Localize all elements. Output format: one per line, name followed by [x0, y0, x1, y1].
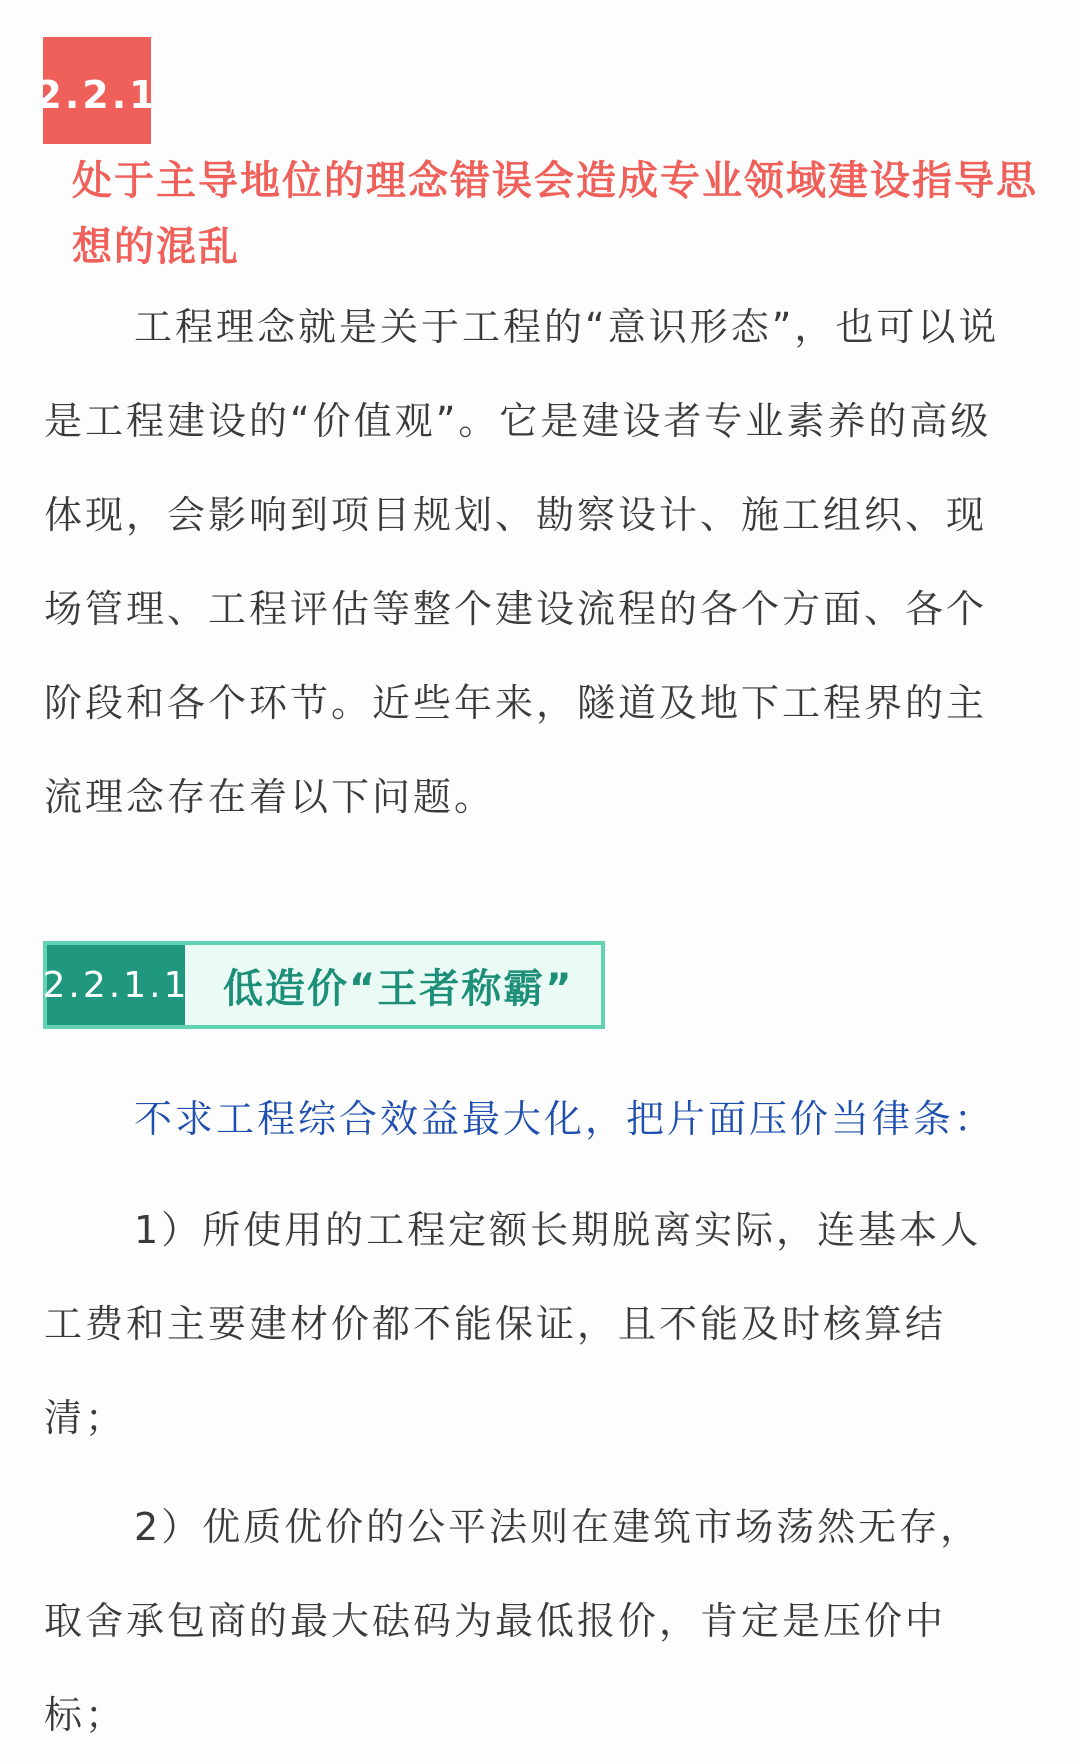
paragraph-line: 场管理、工程评估等整个建设流程的各个方面、各个 [44, 587, 988, 631]
list-item-line: 取舍承包商的最大砝码为最低报价，肯定是压价中 [44, 1599, 947, 1643]
paragraph-line: 体现，会影响到项目规划、勘察设计、施工组织、现 [44, 493, 988, 537]
section-title [72, 148, 1072, 280]
section-number-badge: 2.2.1 [43, 37, 151, 144]
section-title-line-2: 想的混乱 [72, 224, 240, 270]
highlight-sentence: 不求工程综合效益最大化，把片面压价当律条： [134, 1097, 996, 1141]
subsection-number-badge: 2.2.1.1 [47, 945, 185, 1025]
paragraph-line: 是工程建设的“价值观”。它是建设者专业素养的高级 [44, 399, 992, 443]
list-item-line: 2）优质优价的公平法则在建筑市场荡然无存， [134, 1505, 982, 1549]
paragraph-line: 工程理念就是关于工程的“意识形态”，也可以说 [134, 305, 1000, 349]
list-item-line: 清； [44, 1396, 127, 1440]
paragraph-line: 流理念存在着以下问题。 [44, 775, 496, 819]
intro-paragraph [44, 280, 1044, 844]
list-item-line: 标； [44, 1693, 127, 1737]
section-title-line-1: 处于主导地位的理念错误会造成专业领域建设指导思 [72, 158, 1038, 204]
paragraph-line: 阶段和各个环节。近些年来，隧道及地下工程界的主 [44, 681, 988, 725]
list-item-1 [44, 1183, 1044, 1465]
list-item-line: 1）所使用的工程定额长期脱离实际，连基本人 [134, 1208, 982, 1252]
subsection-heading [43, 941, 605, 1029]
list-item-line: 工费和主要建材价都不能保证，且不能及时核算结 [44, 1302, 947, 1346]
list-item-2 [44, 1480, 1044, 1762]
subsection-title: 低造价“王者称霸” [223, 965, 574, 1012]
